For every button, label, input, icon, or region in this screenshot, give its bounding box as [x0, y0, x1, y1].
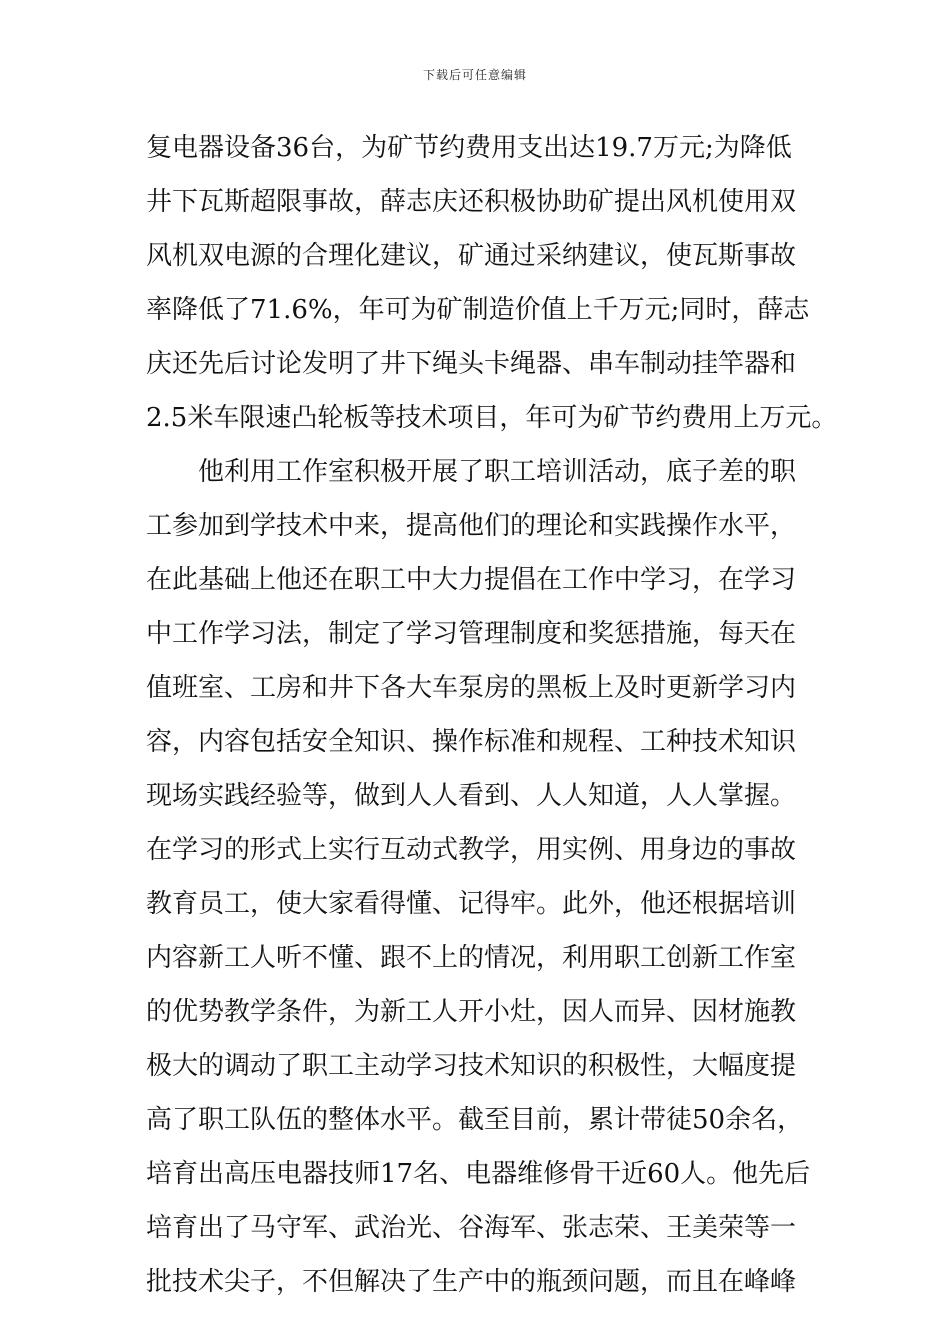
text-line: 的优势教学条件，为新工人开小灶，因人而异、因材施教	[146, 997, 797, 1027]
text-line: 中工作学习法，制定了学习管理制度和奖惩措施，每天在	[146, 619, 797, 649]
text-line: 批技术尖子，不但解决了生产中的瓶颈问题，而且在峰峰	[146, 1267, 797, 1297]
text-line: 他利用工作室积极开展了职工培训活动，底子差的职	[146, 457, 797, 487]
text-line: 井下瓦斯超限事故，薛志庆还积极协助矿提出风机使用双	[146, 187, 797, 217]
text-line: 高了职工队伍的整体水平。截至目前，累计带徒50余名，	[146, 1105, 804, 1135]
text-line: 在学习的形式上实行互动式教学，用实例、用身边的事故	[146, 835, 797, 865]
text-line: 工参加到学技术中来，提高他们的理论和实践操作水平，	[146, 511, 797, 541]
text-line: 复电器设备36台，为矿节约费用支出达19.7万元;为降低	[146, 133, 792, 163]
document-body	[146, 121, 838, 1309]
page-header-note: 下载后可任意编辑	[422, 68, 527, 82]
text-line: 庆还先后讨论发明了井下绳头卡绳器、串车制动挂竿器和	[146, 349, 797, 379]
text-line: 值班室、工房和井下各大车泵房的黑板上及时更新学习内	[146, 673, 797, 703]
text-line: 在此基础上他还在职工中大力提倡在工作中学习，在学习	[146, 565, 797, 595]
text-line: 率降低了71.6%，年可为矿制造价值上千万元;同时，薛志	[146, 295, 810, 325]
text-line: 容，内容包括安全知识、操作标准和规程、工种技术知识	[146, 727, 797, 757]
text-line: 现场实践经验等，做到人人看到、人人知道，人人掌握。	[146, 781, 797, 811]
text-line: 教育员工，使大家看得懂、记得牢。此外，他还根据培训	[146, 889, 797, 919]
text-line: 培育出了马守军、武治光、谷海军、张志荣、王美荣等一	[146, 1213, 797, 1243]
text-line: 极大的调动了职工主动学习技术知识的积极性，大幅度提	[146, 1051, 797, 1081]
text-line: 风机双电源的合理化建议，矿通过采纳建议，使瓦斯事故	[146, 241, 797, 271]
text-line: 内容新工人听不懂、跟不上的情况，利用职工创新工作室	[146, 943, 797, 973]
text-line: 培育出高压电器技师17名、电器维修骨干近60人。他先后	[146, 1159, 811, 1189]
text-line: 2.5米车限速凸轮板等技术项目，年可为矿节约费用上万元。	[146, 403, 838, 433]
